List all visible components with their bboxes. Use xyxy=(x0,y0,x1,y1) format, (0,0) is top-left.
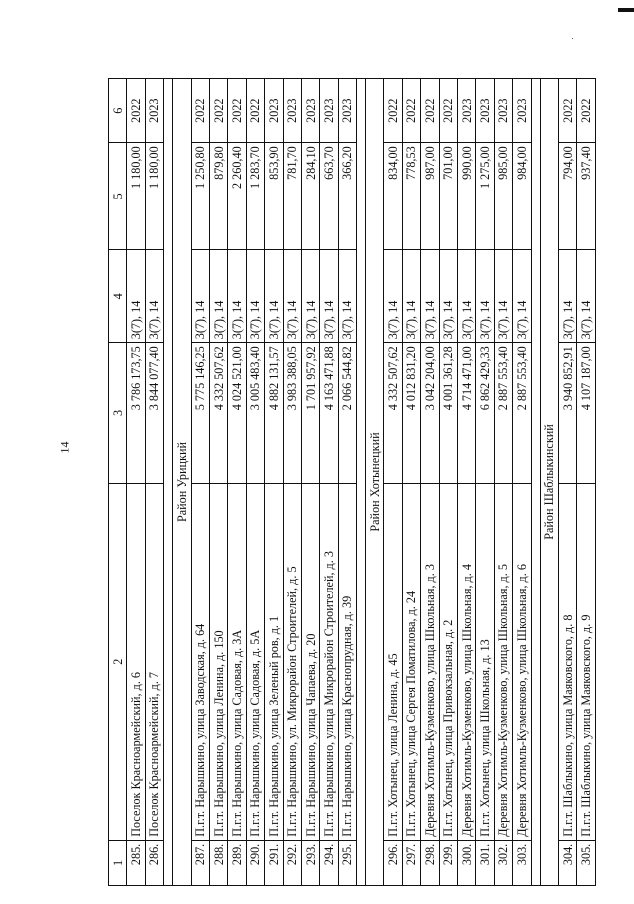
region-heading: Район Шаблыкинский xyxy=(540,79,558,886)
table-cell: 293. xyxy=(301,840,319,885)
table-cell: 4 332 507,62 xyxy=(384,343,402,483)
table-cell: 2022 xyxy=(421,79,439,143)
spacer-cell xyxy=(357,79,366,886)
table-cell: П.г.т. Нарышкино, улица Ленина, д. 150 xyxy=(209,483,227,840)
table-cell: 288. xyxy=(209,840,227,885)
table-cell: 2023 xyxy=(301,79,319,143)
table-row xyxy=(209,79,227,886)
table-cell: П.г.т. Нарышкино, улица Заводская, д. 64 xyxy=(191,483,209,840)
table-cell: 937,40 xyxy=(577,143,595,250)
table-cell: Деревня Хотимль-Кузменково, улица Школьная, д. 6 xyxy=(513,483,531,840)
table-cell: П.г.т. Нарышкино, улица Микрорайон Строителей, д. 3 xyxy=(320,483,338,840)
table-cell: 2023 xyxy=(145,79,163,143)
table-cell: 2023 xyxy=(283,79,301,143)
table-row xyxy=(246,79,264,886)
table-cell: 984,00 xyxy=(513,143,531,250)
table-container xyxy=(108,78,593,886)
table-cell: 3(7), 14 xyxy=(145,250,163,343)
table-cell: 301. xyxy=(476,840,494,885)
table-cell: 2022 xyxy=(246,79,264,143)
table-cell: П.г.т. Нарышкино, улица Садовая, д. 5А xyxy=(246,483,264,840)
table-cell: 3 005 483,40 xyxy=(246,343,264,483)
region-heading: Район Хотынецкий xyxy=(366,79,384,886)
table-cell: 4 882 131,57 xyxy=(265,343,283,483)
table-cell: П.г.т. Нарышкино, улица Чапаева, д. 20 xyxy=(301,483,319,840)
table-cell: 985,00 xyxy=(494,143,512,250)
table-cell: 3(7), 14 xyxy=(577,250,595,343)
table-cell: 295. xyxy=(338,840,356,885)
table-cell: 2023 xyxy=(320,79,338,143)
table-cell: 3(7), 14 xyxy=(558,250,576,343)
table-cell: 2022 xyxy=(558,79,576,143)
table-cell: 2023 xyxy=(513,79,531,143)
table-cell: 1 180,00 xyxy=(145,143,163,250)
table-row xyxy=(458,79,476,886)
table-cell: 834,00 xyxy=(384,143,402,250)
table-cell: 1 275,00 xyxy=(476,143,494,250)
header-cell: 4 xyxy=(109,250,127,343)
table-cell: 3(7), 14 xyxy=(494,250,512,343)
table-row xyxy=(476,79,494,886)
rotated-table-frame xyxy=(108,78,593,886)
page-number: 14 xyxy=(57,441,72,454)
table-row xyxy=(127,79,145,886)
table-row xyxy=(402,79,420,886)
table-row xyxy=(191,79,209,886)
table-cell: 297. xyxy=(402,840,420,885)
register-table xyxy=(108,78,596,886)
region-heading: Район Урицкий xyxy=(173,79,191,886)
table-cell: П.г.т. Нарышкино, ул. Микрорайон Строителей, д. 5 xyxy=(283,483,301,840)
table-cell: 285. xyxy=(127,840,145,885)
table-cell: 4 001 361,28 xyxy=(439,343,457,483)
table-cell: 2023 xyxy=(265,79,283,143)
table-cell: 3(7), 14 xyxy=(402,250,420,343)
region-heading-row xyxy=(540,79,558,886)
table-row xyxy=(283,79,301,886)
table-cell: П.г.т. Шаблыкино, улица Маяковского, д. 9 xyxy=(577,483,595,840)
table-cell: 879,80 xyxy=(209,143,227,250)
table-cell: 1 180,00 xyxy=(127,143,145,250)
table-cell: 3(7), 14 xyxy=(338,250,356,343)
table-cell: 3(7), 14 xyxy=(265,250,283,343)
table-cell: 366,20 xyxy=(338,143,356,250)
table-cell: П.г.т. Хотынец, улица Привокзальная, д. 2 xyxy=(439,483,457,840)
table-row xyxy=(145,79,163,886)
table-cell: 3(7), 14 xyxy=(384,250,402,343)
table-cell: 990,00 xyxy=(458,143,476,250)
table-cell: 4 107 187,00 xyxy=(577,343,595,483)
table-row xyxy=(301,79,319,886)
header-cell: 3 xyxy=(109,343,127,483)
table-cell: 781,70 xyxy=(283,143,301,250)
table-cell: 2023 xyxy=(338,79,356,143)
table-cell: 4 163 471,88 xyxy=(320,343,338,483)
table-cell: 778,53 xyxy=(402,143,420,250)
table-cell: Деревня Хотимль-Кузменково, улица Школьная, д. 3 xyxy=(421,483,439,840)
table-cell: 3(7), 14 xyxy=(320,250,338,343)
table-cell: 3(7), 14 xyxy=(127,250,145,343)
table-cell: 5 775 146,25 xyxy=(191,343,209,483)
table-cell: 3 844 077,40 xyxy=(145,343,163,483)
scan-dot xyxy=(572,38,573,39)
table-cell: П.г.т. Шаблыкино, улица Маяковского, д. 8 xyxy=(558,483,576,840)
table-cell: 853,90 xyxy=(265,143,283,250)
table-cell: 289. xyxy=(228,840,246,885)
header-row xyxy=(109,79,127,886)
table-cell: Поселок Красноармейский, д. 6 xyxy=(127,483,145,840)
table-cell: 303. xyxy=(513,840,531,885)
table-cell: 290. xyxy=(246,840,264,885)
table-cell: 1 283,70 xyxy=(246,143,264,250)
table-cell: 3(7), 14 xyxy=(283,250,301,343)
spacer-row xyxy=(357,79,366,886)
table-cell: 2022 xyxy=(228,79,246,143)
table-row xyxy=(265,79,283,886)
spacer-row xyxy=(164,79,173,886)
header-cell: 2 xyxy=(109,483,127,840)
table-cell: 286. xyxy=(145,840,163,885)
table-cell: 2 066 544,82 xyxy=(338,343,356,483)
table-cell: 296. xyxy=(384,840,402,885)
table-cell: 291. xyxy=(265,840,283,885)
table-cell: П.г.т. Хотынец, улица Сергея Поматилова, д. 24 xyxy=(402,483,420,840)
table-row xyxy=(338,79,356,886)
table-cell: 3(7), 14 xyxy=(191,250,209,343)
table-cell: 987,00 xyxy=(421,143,439,250)
table-cell: 2023 xyxy=(494,79,512,143)
table-cell: П.г.т. Нарышкино, улица Зеленый ров, д. 1 xyxy=(265,483,283,840)
region-heading-row xyxy=(173,79,191,886)
table-cell: 3 940 852,91 xyxy=(558,343,576,483)
header-cell: 1 xyxy=(109,840,127,885)
table-cell: 2022 xyxy=(439,79,457,143)
table-cell: 3 042 204,00 xyxy=(421,343,439,483)
table-cell: 3(7), 14 xyxy=(421,250,439,343)
table-cell: 4 714 471,00 xyxy=(458,343,476,483)
table-row xyxy=(439,79,457,886)
table-cell: 3(7), 14 xyxy=(439,250,457,343)
table-row xyxy=(320,79,338,886)
table-cell: 3(7), 14 xyxy=(301,250,319,343)
table-cell: 6 862 429,33 xyxy=(476,343,494,483)
table-cell: 3(7), 14 xyxy=(513,250,531,343)
table-cell: 3(7), 14 xyxy=(228,250,246,343)
table-cell: П.г.т. Хотынец, улица Школьная, д. 13 xyxy=(476,483,494,840)
table-cell: 3 983 388,05 xyxy=(283,343,301,483)
table-cell: 2022 xyxy=(577,79,595,143)
table-cell: 794,00 xyxy=(558,143,576,250)
table-cell: Поселок Красноармейский, д. 7 xyxy=(145,483,163,840)
table-row xyxy=(513,79,531,886)
table-cell: 2 887 553,40 xyxy=(494,343,512,483)
table-cell: 300. xyxy=(458,840,476,885)
table-cell: Деревня Хотимль-Кузменково, улица Школьная, д. 5 xyxy=(494,483,512,840)
table-cell: 305. xyxy=(577,840,595,885)
spacer-cell xyxy=(164,79,173,886)
table-cell: 2 260,40 xyxy=(228,143,246,250)
table-cell: 2022 xyxy=(384,79,402,143)
table-row xyxy=(384,79,402,886)
table-cell: 3(7), 14 xyxy=(246,250,264,343)
table-cell: 2 887 553,40 xyxy=(513,343,531,483)
table-cell: Деревня Хотимль-Кузменково, улица Школьная, д. 4 xyxy=(458,483,476,840)
table-cell: 2023 xyxy=(476,79,494,143)
header-cell: 5 xyxy=(109,143,127,250)
table-row xyxy=(577,79,595,886)
table-row xyxy=(228,79,246,886)
table-cell: 298. xyxy=(421,840,439,885)
table-cell: 304. xyxy=(558,840,576,885)
table-cell: 2022 xyxy=(209,79,227,143)
table-cell: 3 786 173,75 xyxy=(127,343,145,483)
table-cell: 2022 xyxy=(191,79,209,143)
table-cell: 284,10 xyxy=(301,143,319,250)
table-cell: 302. xyxy=(494,840,512,885)
table-cell: 299. xyxy=(439,840,457,885)
table-cell: 292. xyxy=(283,840,301,885)
table-row xyxy=(421,79,439,886)
table-cell: П.г.т. Хотынец, улица Ленина, д. 45 xyxy=(384,483,402,840)
table-cell: П.г.т. Нарышкино, улица Краснопрудная, д. 39 xyxy=(338,483,356,840)
table-cell: 3(7), 14 xyxy=(209,250,227,343)
table-cell: 3(7), 14 xyxy=(476,250,494,343)
table-body xyxy=(109,79,596,886)
region-heading-row xyxy=(366,79,384,886)
header-cell: 6 xyxy=(109,79,127,143)
table-cell: 294. xyxy=(320,840,338,885)
table-cell: 2022 xyxy=(402,79,420,143)
spacer-cell xyxy=(531,79,540,886)
table-cell: 4 332 507,62 xyxy=(209,343,227,483)
table-row xyxy=(494,79,512,886)
table-cell: 3(7), 14 xyxy=(458,250,476,343)
table-cell: 2022 xyxy=(127,79,145,143)
table-cell: 1 701 957,92 xyxy=(301,343,319,483)
table-row xyxy=(558,79,576,886)
table-cell: П.г.т. Нарышкино, улица Садовая, д. 3А xyxy=(228,483,246,840)
table-cell: 4 024 521,00 xyxy=(228,343,246,483)
corner-mark xyxy=(618,8,634,12)
table-cell: 701,00 xyxy=(439,143,457,250)
table-cell: 287. xyxy=(191,840,209,885)
table-cell: 663,70 xyxy=(320,143,338,250)
table-cell: 2023 xyxy=(458,79,476,143)
table-cell: 4 012 831,20 xyxy=(402,343,420,483)
spacer-row xyxy=(531,79,540,886)
table-cell: 1 250,80 xyxy=(191,143,209,250)
